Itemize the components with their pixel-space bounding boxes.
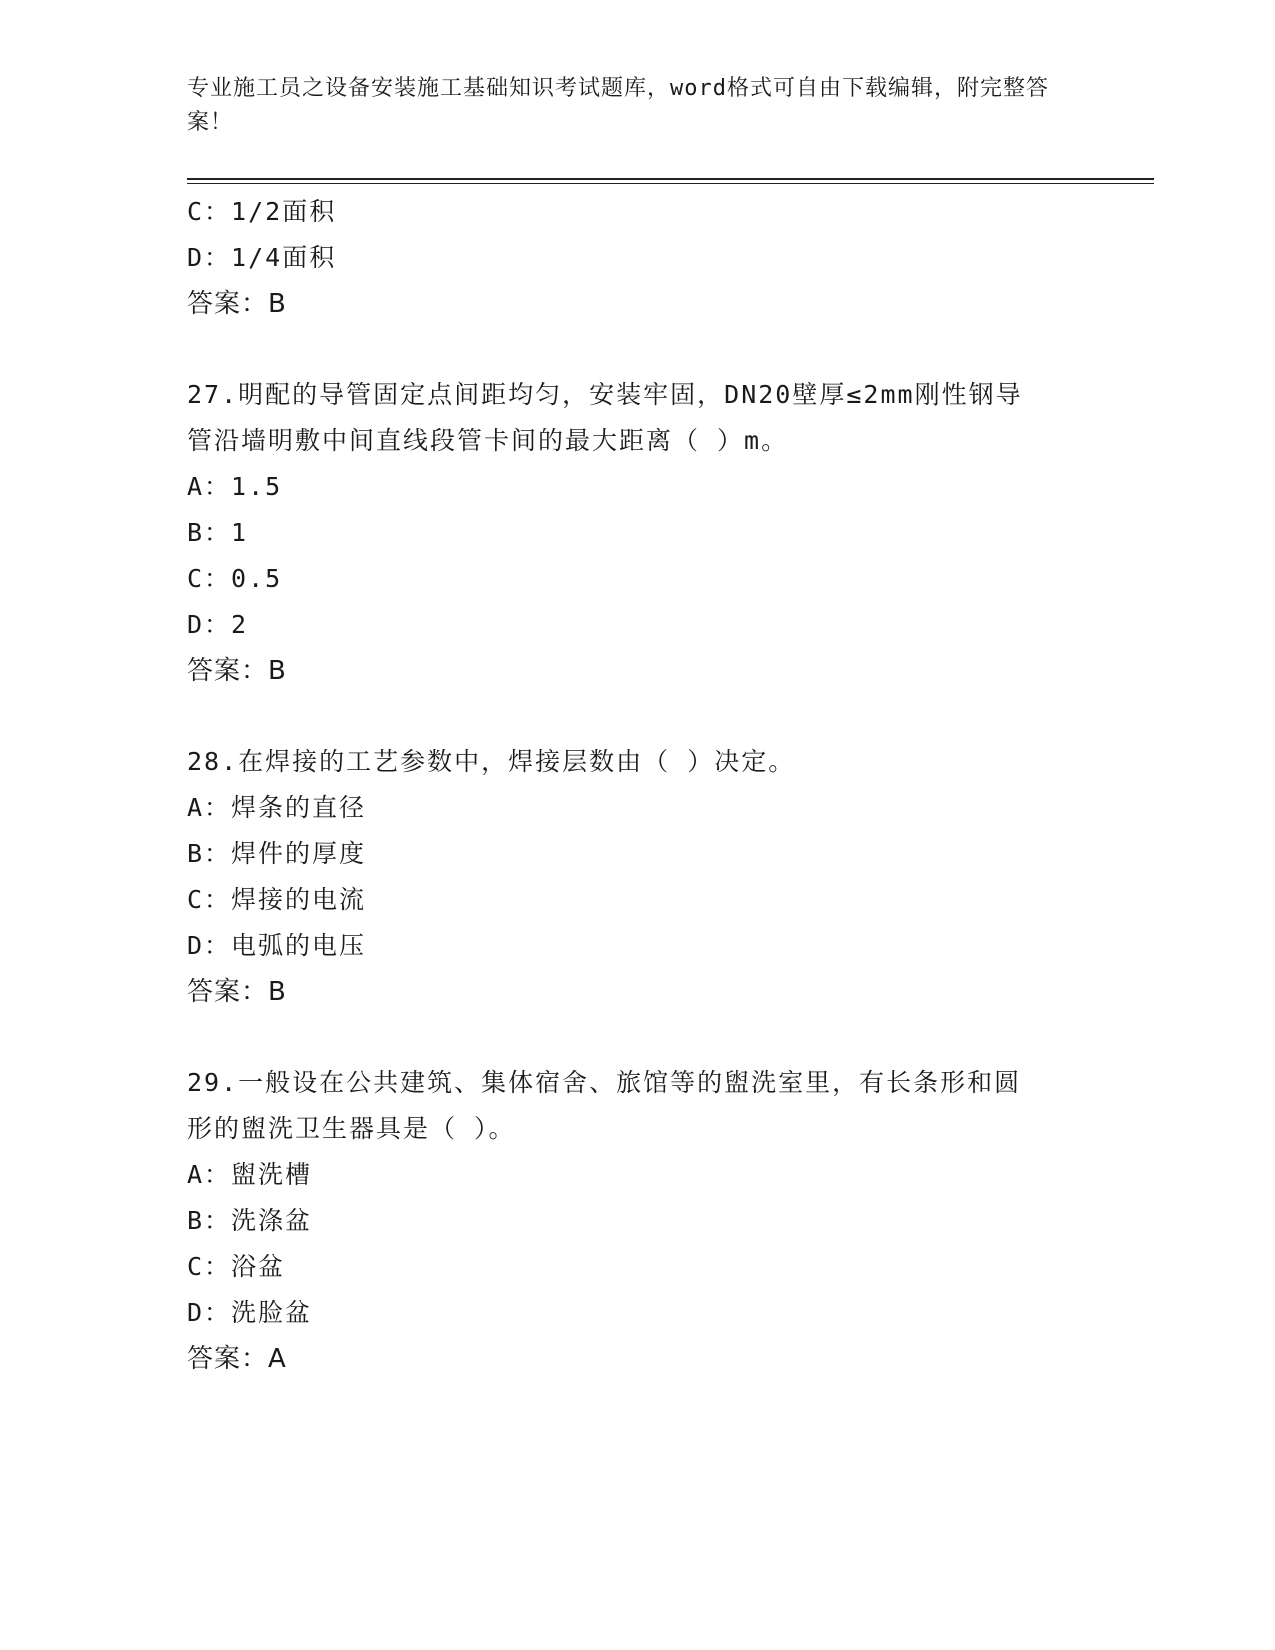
question-28 [187,739,1087,1015]
option-c: C：1/2面积 [187,197,337,226]
question-text: 27.明配的导管固定点间距均匀，安装牢固，DN20壁厚≤2mm刚性钢导 [187,380,1023,409]
option-d: D：洗脸盆 [187,1298,313,1327]
answer: 答案：B [187,977,287,1007]
option-d: D：电弧的电压 [187,931,367,960]
option-a: A：焊条的直径 [187,793,367,822]
spacer [187,694,1087,739]
option-d: D：1/4面积 [187,243,337,272]
option-c: C：0.5 [187,564,283,593]
document-body [187,189,1087,1382]
question-29 [187,1060,1087,1382]
question-text: 形的盥洗卫生器具是（ ）。 [187,1114,516,1143]
header-title: 专业施工员之设备安装施工基础知识考试题库，word格式可自由下载编辑，附完整答案！ [187,76,1049,135]
question-partial [187,189,1087,327]
question-27 [187,372,1087,694]
option-c: C：焊接的电流 [187,885,367,914]
option-b: B：1 [187,518,249,547]
document-header [187,72,1067,140]
question-text: 28.在焊接的工艺参数中，焊接层数由（ ）决定。 [187,747,796,776]
option-d: D：2 [187,610,249,639]
header-divider-thin [187,183,1154,184]
spacer [187,1015,1087,1060]
option-a: A：盥洗槽 [187,1160,313,1189]
header-divider-thick [187,178,1154,180]
question-text: 29.一般设在公共建筑、集体宿舍、旅馆等的盥洗室里，有长条形和圆 [187,1068,1022,1097]
answer: 答案：B [187,656,287,686]
question-text: 管沿墙明敷中间直线段管卡间的最大距离（ ）m。 [187,426,789,455]
option-b: B：洗涤盆 [187,1206,313,1235]
option-b: B：焊件的厚度 [187,839,367,868]
option-a: A：1.5 [187,472,283,501]
spacer [187,327,1087,372]
option-c: C：浴盆 [187,1252,286,1281]
answer: 答案：B [187,289,287,319]
answer: 答案：A [187,1344,287,1374]
